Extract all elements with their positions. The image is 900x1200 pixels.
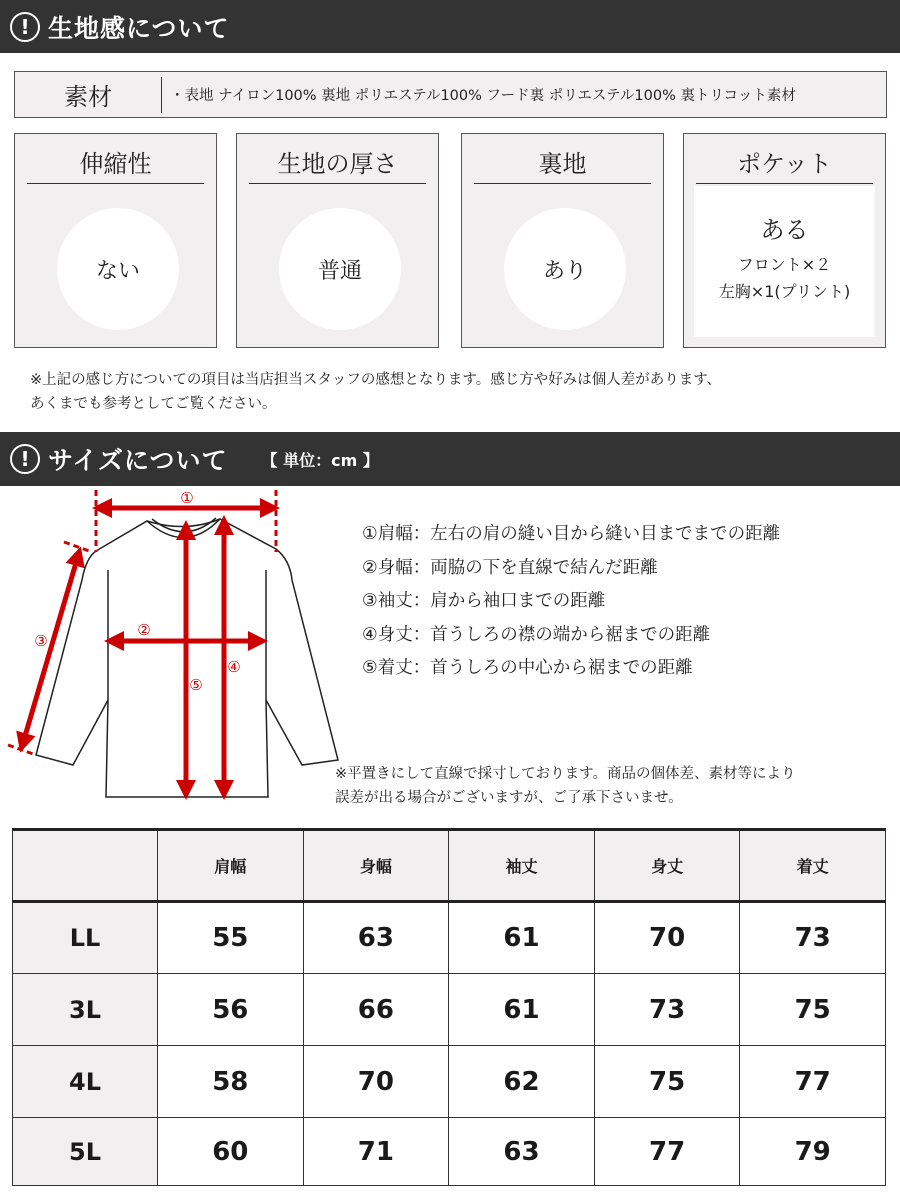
material-divider [161,77,162,113]
size-section-title: サイズについて [48,446,228,475]
table-cell: 63 [449,1118,595,1186]
measure-note [335,762,796,810]
table-cell: 66 [303,974,449,1046]
size-label: 3L [13,974,158,1046]
measure-note-line1: ※平置きにして直線で採寸しております。商品の個体差、素材等により [335,766,796,782]
measurement-legend [362,518,780,686]
feel-card-pocket [683,133,886,348]
legend-item-shoulder: ①肩幅：左右の肩の縫い目から縫い目までまでの距離 [362,524,781,544]
table-cell: 60 [158,1118,304,1186]
card-value: ない [57,208,179,330]
table-cell: 71 [303,1118,449,1186]
pocket-detail-front: フロント×２ [737,255,832,274]
table-row [13,1046,886,1118]
table-cell: 70 [303,1046,449,1118]
table-cell: 79 [740,1118,886,1186]
unit-label: 【 単位：cm 】 [261,450,379,470]
header-body-length: 身丈 [594,830,740,902]
card-title: 伸縮性 [27,146,204,184]
table-row [13,974,886,1046]
table-cell: 73 [594,974,740,1046]
fabric-section-header [0,0,900,53]
fabric-note-line2: あくまでも参考としてご覧ください。 [30,396,277,412]
fabric-section-title: 生地感について [48,13,230,43]
table-cell: 70 [594,902,740,974]
header-corner [13,830,158,902]
header-total-length: 着丈 [740,830,886,902]
feel-card-lining [461,133,664,348]
pocket-detail-panel [694,186,875,337]
table-cell: 61 [449,902,595,974]
size-label: 5L [13,1118,158,1186]
alert-circle-icon: ! [10,444,40,474]
table-cell: 62 [449,1046,595,1118]
table-cell: 58 [158,1046,304,1118]
shirt-measurement-diagram [0,486,345,811]
table-cell: 77 [740,1046,886,1118]
card-title: ポケット [696,146,873,184]
marker-4: ④ [227,658,241,676]
marker-2: ② [137,621,151,639]
table-cell: 73 [740,902,886,974]
card-title: 生地の厚さ [249,146,426,184]
size-label: 4L [13,1046,158,1118]
card-value: ある [760,216,809,244]
header-sleeve: 袖丈 [449,830,595,902]
header-shoulder: 肩幅 [158,830,304,902]
size-section-header [0,432,900,486]
fabric-note-line1: ※上記の感じ方についての項目は当店担当スタッフの感想となります。感じ方や好みは個人差があります、 [30,372,722,388]
table-cell: 75 [594,1046,740,1118]
card-value: 普通 [279,208,401,330]
table-cell: 63 [303,902,449,974]
table-cell: 55 [158,902,304,974]
measure-note-line2: 誤差が出る場合がございますが、ご了承下さいませ。 [335,790,683,806]
table-row [13,1118,886,1186]
table-header-row [13,830,886,902]
marker-1: ① [180,489,194,507]
pocket-detail-chest: 左胸×1(プリント) [718,282,851,301]
marker-5: ⑤ [189,676,203,694]
material-value: ・表地 ナイロン100% 裏地 ポリエステル100% フード裏 ポリエステル100% 裏トリコット素材 [170,88,796,104]
marker-3: ③ [34,632,48,650]
alert-circle-icon: ! [10,12,40,42]
material-row [14,71,887,118]
table-cell: 77 [594,1118,740,1186]
table-cell: 56 [158,974,304,1046]
table-cell: 75 [740,974,886,1046]
feel-card-stretch [14,133,217,348]
size-table [12,828,886,1186]
table-row [13,902,886,974]
size-label: LL [13,902,158,974]
header-chest: 身幅 [303,830,449,902]
legend-item-total-length: ⑤着丈：首うしろの中心から裾までの距離 [362,658,693,678]
legend-item-sleeve: ③袖丈：肩から袖口までの距離 [362,591,606,611]
table-cell: 61 [449,974,595,1046]
material-label: 素材 [64,83,112,111]
card-value: あり [504,208,626,330]
feel-card-thickness [236,133,439,348]
legend-item-chest: ②身幅：両脇の下を直線で結んだ距離 [362,557,658,578]
card-title: 裏地 [474,146,651,184]
legend-item-body-length: ④身丈：首うしろの襟の端から裾までの距離 [362,624,711,645]
fabric-note [30,368,721,416]
